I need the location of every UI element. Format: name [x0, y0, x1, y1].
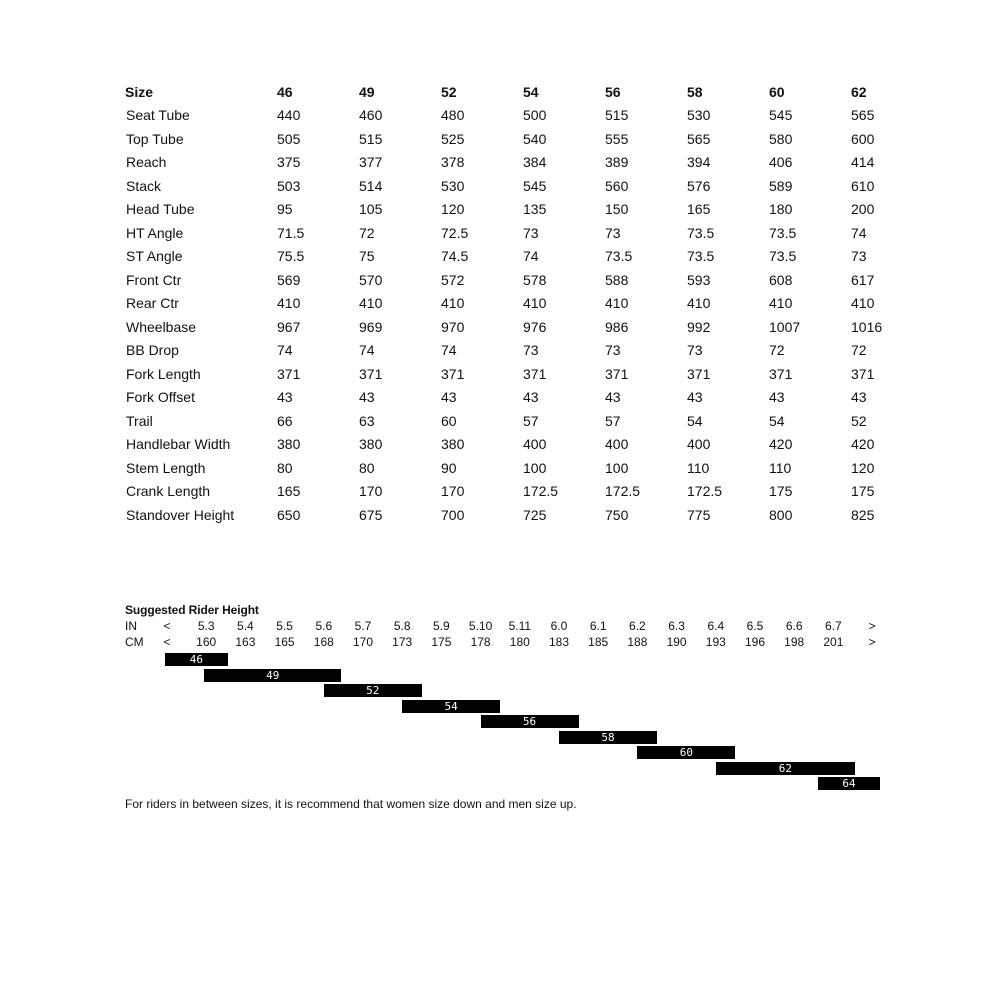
table-cell: 410 [605, 295, 629, 312]
table-cell: 54 [687, 412, 703, 429]
table-cell: 410 [277, 295, 301, 312]
table-cell: 80 [277, 459, 293, 476]
table-cell: 410 [441, 295, 465, 312]
row-label: Fork Length [126, 365, 201, 382]
table-cell: 608 [769, 271, 793, 288]
table-cell: 43 [687, 389, 703, 406]
table-cell: 580 [769, 130, 793, 147]
cm-tick-label: 183 [548, 635, 570, 649]
table-cell: 515 [605, 107, 629, 124]
cm-tick-label: 168 [313, 635, 334, 649]
table-cell: 530 [687, 107, 711, 124]
table-cell: 530 [441, 177, 465, 194]
table-cell: 400 [687, 436, 711, 453]
inch-tick-label: 5.5 [276, 619, 293, 633]
cm-tick-label: 188 [627, 635, 648, 649]
table-cell: 406 [769, 154, 793, 171]
inch-tick-label: < [163, 619, 171, 633]
table-cell: 570 [359, 271, 383, 288]
table-cell: 400 [523, 436, 547, 453]
table-cell: 371 [441, 365, 465, 382]
table-cell: 175 [769, 483, 793, 500]
table-cell: 73.5 [769, 224, 797, 241]
table-cell: 57 [605, 412, 621, 429]
table-cell: 100 [523, 459, 547, 476]
table-cell: 43 [769, 389, 785, 406]
table-cell: 480 [441, 107, 465, 124]
table-cell: 540 [523, 130, 547, 147]
inch-tick-label: > [868, 619, 876, 633]
row-label: HT Angle [126, 224, 184, 241]
table-cell: 600 [851, 130, 875, 147]
table-cell: 725 [523, 506, 547, 523]
table-cell: 150 [605, 201, 629, 218]
table-cell: 500 [523, 107, 547, 124]
size-bar-64: 64 [818, 777, 881, 790]
table-cell: 967 [277, 318, 301, 335]
size-column-header: 46 [277, 83, 293, 100]
table-cell: 120 [441, 201, 465, 218]
inch-tick-label: 6.0 [550, 619, 568, 633]
table-cell: 72 [851, 342, 867, 359]
table-cell: 380 [277, 436, 301, 453]
table-cell: 800 [769, 506, 793, 523]
cm-tick-label: 190 [666, 635, 687, 649]
table-cell: 74 [441, 342, 457, 359]
table-cell: 73.5 [769, 248, 797, 265]
table-cell: 165 [687, 201, 711, 218]
table-cell: 73 [687, 342, 703, 359]
inch-tick-label: 6.5 [746, 619, 764, 633]
size-column-header: 60 [769, 83, 785, 100]
cm-tick-label: 173 [392, 635, 413, 649]
table-cell: 371 [359, 365, 383, 382]
table-cell: 172.5 [605, 483, 641, 500]
inch-tick-label: 6.2 [629, 619, 646, 633]
table-cell: 560 [605, 177, 629, 194]
table-cell: 74 [523, 248, 539, 265]
inch-tick-label: 5.11 [508, 619, 532, 633]
row-label: Top Tube [126, 130, 184, 147]
inch-tick-label: 5.7 [354, 619, 372, 633]
table-cell: 505 [277, 130, 301, 147]
row-label: Front Ctr [126, 271, 182, 288]
table-cell: 969 [359, 318, 383, 335]
rider-height-title: Suggested Rider Height [125, 603, 259, 617]
table-cell: 100 [605, 459, 629, 476]
row-label: Reach [126, 154, 167, 171]
table-cell: 73 [523, 342, 539, 359]
size-header: Size [125, 83, 154, 100]
table-cell: 172.5 [523, 483, 559, 500]
table-cell: 200 [851, 201, 875, 218]
table-cell: 73 [605, 342, 621, 359]
table-cell: 410 [851, 295, 875, 312]
inches-row-label: IN [125, 619, 137, 633]
table-cell: 503 [277, 177, 301, 194]
cm-row-label: CM [125, 635, 144, 649]
table-cell: 650 [277, 506, 301, 523]
table-cell: 380 [359, 436, 383, 453]
table-cell: 72.5 [441, 224, 469, 241]
row-label: ST Angle [126, 248, 183, 265]
table-cell: 750 [605, 506, 629, 523]
table-cell: 410 [359, 295, 383, 312]
table-cell: 90 [441, 459, 457, 476]
table-cell: 976 [523, 318, 547, 335]
size-column-header: 56 [605, 83, 621, 100]
table-cell: 371 [687, 365, 711, 382]
inch-tick-label: 5.3 [197, 619, 215, 633]
table-cell: 986 [605, 318, 629, 335]
row-label: BB Drop [126, 342, 179, 359]
table-cell: 66 [277, 412, 293, 429]
size-column-header: 49 [359, 83, 375, 100]
table-cell: 410 [523, 295, 547, 312]
inch-tick-label: 6.6 [785, 619, 803, 633]
table-cell: 170 [359, 483, 383, 500]
row-label: Handlebar Width [126, 436, 231, 453]
table-cell: 675 [359, 506, 383, 523]
table-cell: 74 [277, 342, 293, 359]
inch-tick-label: 6.4 [707, 619, 725, 633]
cm-tick-label: 175 [431, 635, 452, 649]
cm-tick-label: 180 [509, 635, 530, 649]
table-cell: 375 [277, 154, 301, 171]
table-cell: 75 [359, 248, 375, 265]
table-cell: 80 [359, 459, 375, 476]
table-cell: 73.5 [605, 248, 633, 265]
table-cell: 73 [851, 248, 867, 265]
table-cell: 54 [769, 412, 785, 429]
cm-tick-label: 163 [235, 635, 256, 649]
row-label: Seat Tube [126, 107, 190, 124]
cm-tick-label: 193 [705, 635, 726, 649]
table-cell: 525 [441, 130, 465, 147]
table-cell: 1016 [851, 318, 883, 335]
table-cell: 572 [441, 271, 465, 288]
table-cell: 43 [359, 389, 375, 406]
table-cell: 514 [359, 177, 383, 194]
table-cell: 75.5 [277, 248, 305, 265]
table-cell: 515 [359, 130, 383, 147]
table-cell: 60 [441, 412, 457, 429]
row-label: Wheelbase [126, 318, 197, 335]
table-cell: 120 [851, 459, 875, 476]
table-cell: 43 [523, 389, 539, 406]
table-cell: 73.5 [687, 224, 715, 241]
cm-tick-label: 160 [196, 635, 217, 649]
table-cell: 825 [851, 506, 875, 523]
inch-tick-label: 5.6 [315, 619, 333, 633]
size-bar-58: 58 [559, 731, 657, 744]
table-cell: 74.5 [441, 248, 469, 265]
size-bar-49: 49 [204, 669, 341, 682]
table-cell: 545 [769, 107, 793, 124]
cm-tick-label: > [868, 635, 876, 649]
table-cell: 378 [441, 154, 465, 171]
table-cell: 371 [523, 365, 547, 382]
table-cell: 73 [523, 224, 539, 241]
cm-tick-label: 196 [744, 635, 766, 649]
row-label: Stack [126, 177, 162, 194]
table-cell: 775 [687, 506, 711, 523]
size-column-header: 58 [687, 83, 703, 100]
row-label: Stem Length [126, 459, 206, 476]
table-cell: 380 [441, 436, 465, 453]
row-label: Fork Offset [126, 389, 195, 406]
size-bar-52: 52 [324, 684, 422, 697]
cm-tick-label: 165 [274, 635, 295, 649]
table-cell: 110 [769, 459, 792, 476]
table-cell: 371 [605, 365, 629, 382]
table-cell: 384 [523, 154, 547, 171]
sizing-note: For riders in between sizes, it is recommend that women size down and men size up. [125, 797, 577, 811]
table-cell: 377 [359, 154, 383, 171]
inch-tick-label: 6.1 [589, 619, 607, 633]
inch-tick-label: 5.8 [393, 619, 411, 633]
table-cell: 970 [441, 318, 465, 335]
table-cell: 180 [769, 201, 793, 218]
table-cell: 394 [687, 154, 711, 171]
table-cell: 73 [605, 224, 621, 241]
size-bar-60: 60 [637, 746, 735, 759]
inch-tick-label: 6.3 [668, 619, 685, 633]
table-cell: 72 [359, 224, 375, 241]
row-label: Rear Ctr [126, 295, 179, 312]
row-label: Crank Length [126, 483, 211, 500]
table-cell: 460 [359, 107, 383, 124]
table-cell: 565 [851, 107, 875, 124]
table-cell: 74 [359, 342, 375, 359]
row-label: Trail [126, 412, 153, 429]
size-column-header: 54 [523, 83, 539, 100]
table-cell: 578 [523, 271, 547, 288]
size-column-header: 62 [851, 83, 867, 100]
table-cell: 371 [769, 365, 793, 382]
table-cell: 170 [441, 483, 465, 500]
table-cell: 589 [769, 177, 793, 194]
table-cell: 588 [605, 271, 629, 288]
table-cell: 52 [851, 412, 867, 429]
table-cell: 576 [687, 177, 711, 194]
size-column-header: 52 [441, 83, 457, 100]
table-cell: 371 [851, 365, 875, 382]
table-cell: 545 [523, 177, 547, 194]
table-cell: 420 [769, 436, 793, 453]
table-cell: 71.5 [277, 224, 305, 241]
table-cell: 700 [441, 506, 465, 523]
table-cell: 389 [605, 154, 629, 171]
size-bar-62: 62 [716, 762, 855, 775]
inch-tick-label: 5.9 [433, 619, 450, 633]
table-cell: 617 [851, 271, 875, 288]
table-cell: 1007 [769, 318, 801, 335]
row-label: Head Tube [126, 201, 195, 218]
table-cell: 414 [851, 154, 875, 171]
table-cell: 73.5 [687, 248, 715, 265]
cm-tick-label: 178 [470, 635, 491, 649]
cm-tick-label: 170 [352, 635, 374, 649]
table-cell: 610 [851, 177, 875, 194]
table-cell: 172.5 [687, 483, 723, 500]
cm-tick-label: 198 [784, 635, 805, 649]
table-cell: 992 [687, 318, 711, 335]
table-cell: 371 [277, 365, 301, 382]
table-cell: 105 [359, 201, 383, 218]
table-cell: 43 [851, 389, 867, 406]
inch-tick-label: 6.7 [825, 619, 842, 633]
table-cell: 43 [277, 389, 293, 406]
table-cell: 440 [277, 107, 301, 124]
table-cell: 420 [851, 436, 875, 453]
cm-tick-label: 185 [588, 635, 609, 649]
table-cell: 569 [277, 271, 301, 288]
size-bar-56: 56 [481, 715, 579, 728]
table-cell: 43 [605, 389, 621, 406]
size-bar-46: 46 [165, 653, 228, 666]
table-cell: 410 [769, 295, 793, 312]
cm-tick-label: < [163, 635, 171, 649]
table-cell: 57 [523, 412, 539, 429]
table-cell: 400 [605, 436, 629, 453]
row-label: Standover Height [126, 506, 235, 523]
table-cell: 555 [605, 130, 629, 147]
table-cell: 175 [851, 483, 875, 500]
size-bar-54: 54 [402, 700, 500, 713]
table-cell: 410 [687, 295, 711, 312]
table-cell: 63 [359, 412, 375, 429]
table-cell: 74 [851, 224, 867, 241]
table-cell: 565 [687, 130, 711, 147]
inch-tick-label: 5.10 [468, 619, 493, 633]
table-cell: 43 [441, 389, 457, 406]
inch-tick-label: 5.4 [237, 619, 254, 633]
table-cell: 95 [277, 201, 293, 218]
cm-tick-label: 201 [823, 635, 844, 649]
table-cell: 135 [523, 201, 547, 218]
table-cell: 165 [277, 483, 301, 500]
table-cell: 593 [687, 271, 711, 288]
table-cell: 72 [769, 342, 785, 359]
table-cell: 110 [687, 459, 710, 476]
